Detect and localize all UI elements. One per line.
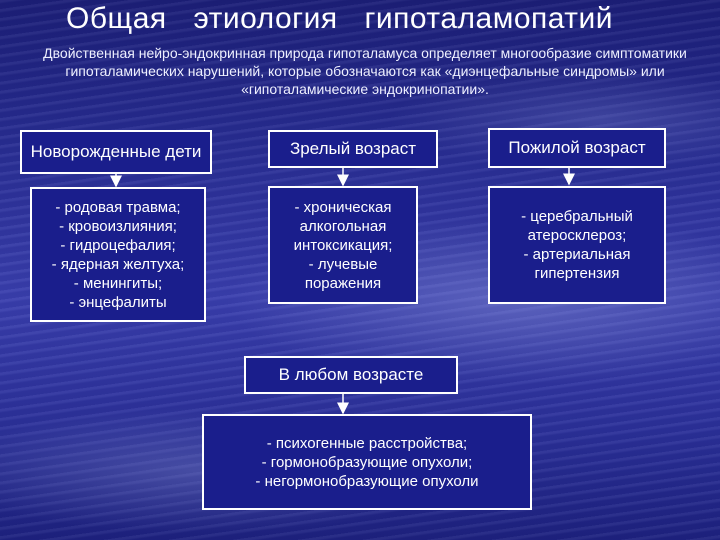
list-box-adult (268, 186, 418, 304)
slide-title: Общая этиология гипоталамопатий (66, 2, 614, 35)
list-item: - гидроцефалия; (60, 236, 176, 254)
header-label-elderly: Пожилой возраст (508, 138, 646, 157)
list-box-elderly (488, 186, 666, 304)
list-item: алкогольная (299, 217, 387, 235)
list-item: - родовая травма; (55, 198, 181, 216)
header-label-adult: Зрелый возраст (289, 139, 417, 158)
slide-subtitle: Двойственная нейро-эндокринная природа гипоталамуса определяет многообразие симптоматики гипоталамических нарушений, которые обозначаются как «диэнцефальные синдромы» или «гипоталамические эндокринопатии». (43, 45, 687, 97)
list-item: - психогенные расстройства; (266, 434, 468, 452)
list-item: - хроническая (294, 198, 392, 216)
header-box-adult (268, 130, 438, 168)
header-label-newborn: Новорожденные дети (30, 142, 202, 161)
header-box-newborn (20, 130, 212, 174)
list-item: - артериальная (523, 246, 631, 263)
list-item: поражения (304, 274, 382, 292)
list-item: - негормонобразующие опухоли (255, 472, 479, 490)
list-item: атеросклероз; (527, 227, 627, 244)
list-box-newborn (30, 187, 206, 322)
list-box-any-age (202, 414, 532, 510)
list-item: - ядерная желтуха; (51, 255, 185, 273)
header-label-any-age: В любом возрасте (278, 365, 424, 384)
list-item: - церебральный (521, 208, 633, 225)
list-item: - энцефалиты (69, 293, 167, 311)
list-item: - гормонобразующие опухоли; (261, 453, 473, 471)
header-box-any-age (244, 356, 458, 394)
list-item: - менингиты; (73, 274, 163, 292)
list-item: интоксикация; (293, 236, 393, 254)
header-box-elderly (488, 128, 666, 168)
list-item: - лучевые (308, 255, 378, 273)
list-item: гипертензия (534, 265, 620, 282)
list-item: - кровоизлияния; (59, 217, 177, 235)
